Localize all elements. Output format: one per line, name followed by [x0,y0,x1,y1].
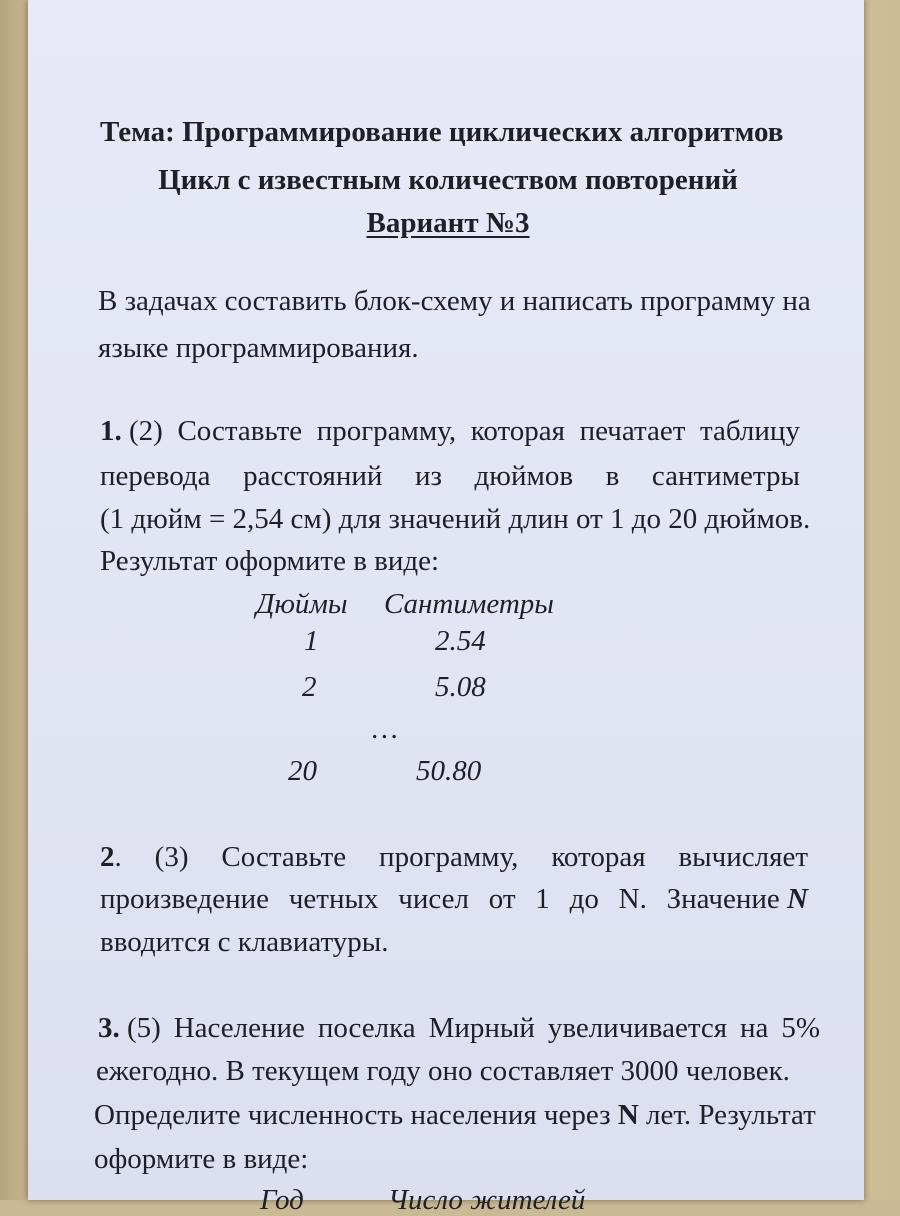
variant-heading: Вариант №3 [366,207,530,239]
task2-word: от [488,883,516,915]
task2-word: до [569,883,599,915]
task1-word: таблицу [700,415,800,447]
task1-line-4: Результат оформите в виде: [100,545,440,577]
task3-word: поселка [317,1012,416,1044]
task3-line3-post: лет. Результат [638,1099,816,1131]
task1-table-ellipsis: … [372,713,398,745]
task3-word: на [740,1012,769,1044]
task2-word: чисел [398,883,469,915]
task2-number: 2 [100,841,115,873]
task1-word: перевода [100,460,211,492]
task3-line-1 [98,1014,820,1043]
task2-line-1 [100,843,808,872]
task1-table-cell: 5.08 [435,671,486,703]
task1-word: расстояний [243,460,383,492]
subtopic-heading: Цикл с известным количеством повторений [158,164,738,196]
task1-table-header-cm: Сантиметры [384,588,554,620]
task1-number: 1. [100,415,122,447]
task1-line-3: (1 дюйм = 2,54 см) для значений длин от 1 до 20 дюймов. [100,503,811,535]
task1-word: печатает [579,415,686,447]
task3-line3-pre: Определите численность населения через [94,1099,618,1131]
task3-word: Мирный [428,1012,535,1044]
task2-word: произведение [100,883,270,915]
task2-word: вычисляет [678,841,808,873]
task1-table-cell: 2 [302,671,317,703]
intro-line-1: В задачах составить блок-схему и написать программу на [98,285,811,317]
task1-table-cell: 1 [304,625,319,657]
task1-word: программу, [316,415,457,447]
task3-word: увеличивается [547,1012,728,1044]
paper-sheet [28,0,864,1216]
task2-word: (3) [154,841,189,873]
task1-table-cell: 20 [288,755,317,787]
task2-word: 1 [535,883,550,915]
task1-table-cell: 50.80 [416,755,482,787]
task2-variable-n: N [787,883,808,915]
task2-number-dot: . [114,841,122,873]
task3-word: 5% [781,1012,820,1044]
task1-word: Составьте [177,415,303,447]
task2-word: Значение [666,883,780,915]
task3-line-3 [94,1101,816,1130]
task3-word: (5) [127,1012,161,1044]
task3-line-2: ежегодно. В текущем году оно составляет 3000 человек. [96,1055,790,1087]
task1-table-cell: 2.54 [435,625,486,657]
task1-line-1 [100,417,800,446]
task1-word: дюймов [474,460,574,492]
task1-line-2 [100,462,800,491]
task3-line-4: оформите в виде: [94,1143,309,1175]
task1-points: (2) [129,415,163,447]
task3-word: Население [173,1012,305,1044]
topic-heading: Тема: Программирование циклических алгоритмов [100,116,784,148]
task1-word: в [605,460,620,492]
task2-word: программу, [379,841,519,873]
task1-word: которая [470,415,565,447]
task2-word: четных [288,883,379,915]
task1-table-header-inches: Дюймы [256,588,348,620]
task2-word: Составьте [221,841,347,873]
intro-line-2: языке программирования. [98,332,419,364]
task1-word: из [414,460,442,492]
task2-word: которая [551,841,646,873]
task2-line-2 [100,885,808,914]
task3-table-header-year: Год [260,1184,304,1216]
task1-word: сантиметры [651,460,800,492]
task2-line-3: вводится с клавиатуры. [100,926,389,958]
task3-table-header-population: Число жителей [388,1184,586,1216]
task3-variable-n: N [617,1099,639,1131]
task2-word: N. [618,883,647,915]
task3-number: 3. [98,1012,120,1044]
